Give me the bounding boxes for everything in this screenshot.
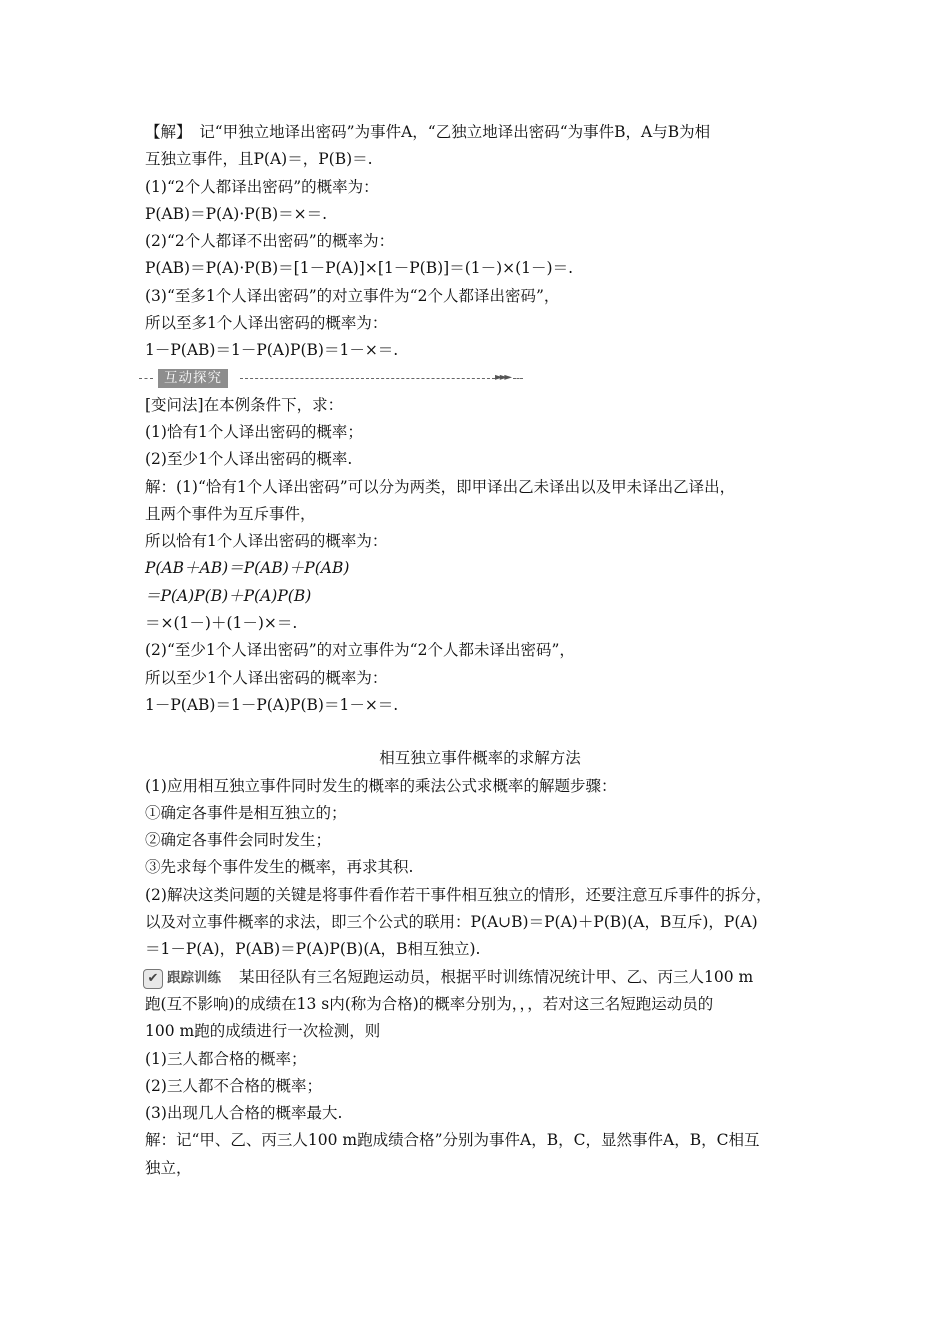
practice-line: (3)出现几人合格的概率最大. xyxy=(145,1104,343,1123)
method-line: ③先求每个事件发生的概率，再求其积. xyxy=(145,858,414,877)
solution-line: 1－P(AB)＝1－P(A)P(B)＝1－×＝. xyxy=(145,341,399,360)
banner-divider xyxy=(139,378,153,379)
solution-line: 所以至多1个人译出密码的概率为： xyxy=(145,314,388,333)
practice-text: 某田径队有三名短跑运动员，根据平时训练情况统计甲、乙、丙三人100 m xyxy=(239,967,754,986)
explore-line: 解：(1)“恰有1个人译出密码”可以分为两类，即甲译出乙未译出以及甲未译出乙译出， xyxy=(145,477,736,496)
practice-line: 100 m跑的成绩进行一次检测，则 xyxy=(145,1022,381,1041)
solution-line: (3)“至多1个人译出密码”的对立事件为“2个人都译出密码”， xyxy=(145,286,560,305)
practice-line: 跑(互不影响)的成绩在13 s内(称为合格)的概率分别为，，，若对这三名短跑运动员的 xyxy=(145,994,714,1013)
explore-line: [变问法]在本例条件下，求： xyxy=(145,395,344,414)
explore-line: 1－P(AB)＝1－P(A)P(B)＝1－×＝. xyxy=(145,695,399,714)
practice-badge-label: 跟踪训练 xyxy=(167,969,221,986)
explore-line: ＝×(1－)＋(1－)×＝. xyxy=(145,614,298,633)
check-icon: ✔ xyxy=(143,969,163,989)
method-line: ＝1－P(A)，P(AB)＝P(A)P(B)(A，B相互独立). xyxy=(145,940,481,959)
arrow-icon: ►►► xyxy=(495,371,510,383)
practice-line: 独立， xyxy=(145,1158,192,1177)
solution-line: P(AB)＝P(A)·P(B)＝[1－P(A)]×[1－P(B)]＝(1－)×(1－)＝. xyxy=(145,259,574,278)
method-line: (2)解决这类问题的关键是将事件看作若干事件相互独立的情形，还要注意互斥事件的拆分， xyxy=(145,885,772,904)
practice-line: (1)三人都合格的概率； xyxy=(145,1049,307,1068)
banner-divider xyxy=(513,378,523,379)
explore-line: P(AB＋AB)＝P(AB)＋P(AB) xyxy=(145,559,350,578)
explore-line: ＝P(A)P(B)＋P(A)P(B) xyxy=(145,586,312,605)
solution-line: P(AB)＝P(A)·P(B)＝×＝. xyxy=(145,204,328,223)
explore-line: 所以至少1个人译出密码的概率为： xyxy=(145,668,388,687)
document-page xyxy=(145,119,815,1182)
explore-line: (2)至少1个人译出密码的概率. xyxy=(145,450,353,469)
banner-divider xyxy=(240,378,495,379)
method-line: ①确定各事件是相互独立的； xyxy=(145,803,347,822)
practice-badge xyxy=(143,968,225,988)
solution-line: (2)“2个人都译不出密码”的概率为： xyxy=(145,232,395,251)
banner-label: 互动探究 xyxy=(158,369,228,388)
interactive-explore-banner xyxy=(145,365,815,392)
practice-line: (2)三人都不合格的概率； xyxy=(145,1076,322,1095)
method-line: (1)应用相互独立事件同时发生的概率的乘法公式求概率的解题步骤： xyxy=(145,776,617,795)
method-line: ②确定各事件会同时发生； xyxy=(145,831,332,850)
explore-line: (1)恰有1个人译出密码的概率； xyxy=(145,422,363,441)
explore-line: (2)“至少1个人译出密码”的对立事件为“2个人都未译出密码”， xyxy=(145,641,575,660)
explore-line: 且两个事件为互斥事件， xyxy=(145,504,316,523)
method-title: 相互独立事件概率的求解方法 xyxy=(379,749,581,768)
method-line: 以及对立事件概率的求法，即三个公式的联用：P(A∪B)＝P(A)＋P(B)(A，B互斥)，P(A) xyxy=(145,913,758,932)
explore-line: 所以恰有1个人译出密码的概率为： xyxy=(145,532,388,551)
practice-line: 解：记“甲、乙、丙三人100 m跑成绩合格”分别为事件A，B，C，显然事件A，B，C相互 xyxy=(145,1131,760,1150)
practice-first-line xyxy=(145,964,815,991)
solution-line: 互独立事件，且P(A)＝，P(B)＝. xyxy=(145,150,373,169)
solution-line: 【解】 记“甲独立地译出密码”为事件A，“乙独立地译出密码“为事件B，A与B为相 xyxy=(145,123,711,141)
solution-line: (1)“2个人都译出密码”的概率为： xyxy=(145,177,379,196)
